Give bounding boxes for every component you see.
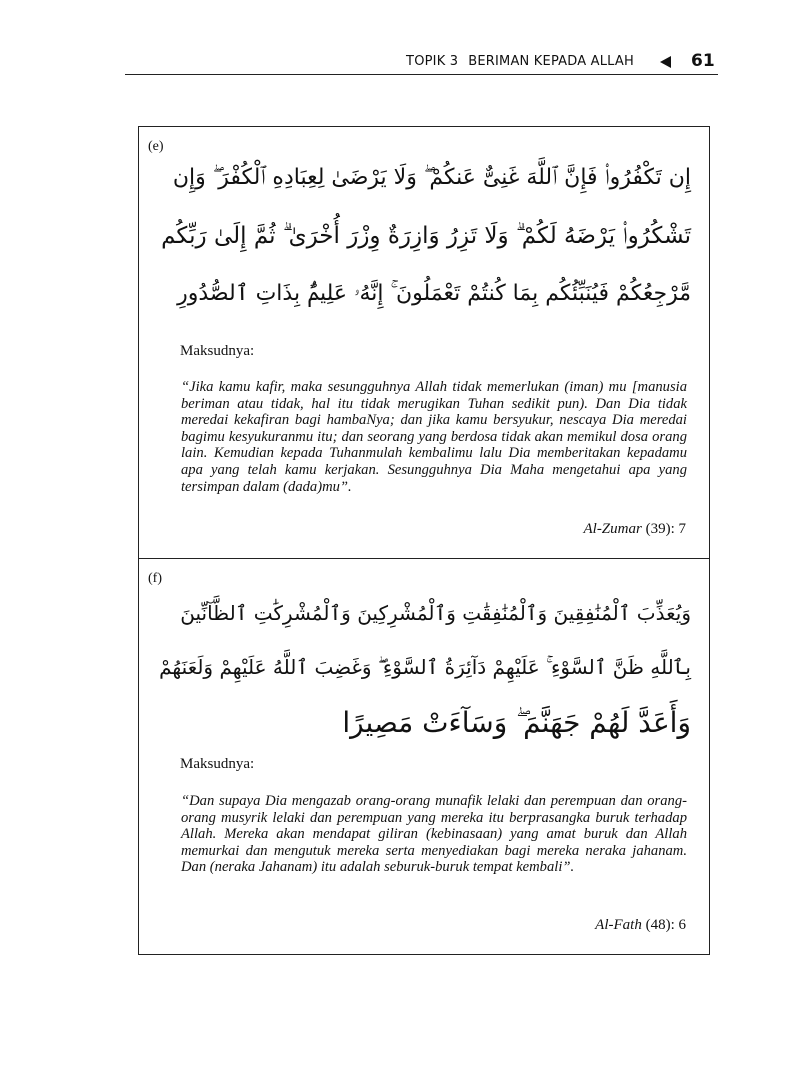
topic-number: TOPIK 3: [406, 54, 459, 69]
citation-source-f: Al-Fath: [595, 917, 642, 933]
arabic-line-f1: وَيُعَذِّبَ ٱلْمُنَٰفِقِينَ وَٱلْمُنَٰفِقَٰتِ وَٱلْمُشْرِكِينَ وَٱلْمُشْرِكَٰتِ ٱلظَّآنِّينَ: [180, 601, 691, 625]
arabic-line-f3: وَأَعَدَّ لَهُمْ جَهَنَّمَ ۖ وَسَآءَتْ مَصِيرًا: [342, 706, 691, 739]
citation-ref-e: (39): 7: [641, 521, 686, 537]
section-label-f: (f): [148, 571, 162, 586]
topic-title: BERIMAN KEPADA ALLAH: [468, 54, 634, 69]
arabic-line-e3: مَّرْجِعُكُمْ فَيُنَبِّئُكُم بِمَا كُنتُمْ تَعْمَلُونَ ۚ إِنَّهُۥ عَلِيمٌۢ بِذَاتِ ٱلصُّدُورِ: [177, 281, 691, 306]
citation-ref-f: (48): 6: [641, 917, 686, 933]
arabic-line-e2: تَشْكُرُوا۟ يَرْضَهُ لَكُمْ ۗ وَلَا تَزِرُ وَازِرَةٌ وِزْرَ أُخْرَىٰ ۗ ثُمَّ إِلَىٰ رَبِّكُم: [161, 223, 691, 249]
maksud-label-e: Maksudnya:: [180, 343, 255, 359]
page-number: 61: [691, 51, 715, 71]
section-label-e: (e): [148, 139, 164, 154]
arabic-line-e1: إِن تَكْفُرُوا۟ فَإِنَّ ٱللَّهَ غَنِىٌّ عَنكُمْ ۖ وَلَا يَرْضَىٰ لِعِبَادِهِ ٱلْكُفْرَ ۖ وَإِن: [172, 165, 691, 190]
translation-e: “Jika kamu kafir, maka sesungguhnya Allah tidak memerlukan (iman) mu [manusia beriman atau tidak, hal itu tidak merugikan Tuhan sedikit pun). Dan Dia tidak meredai kekafiran bagi hambaNya; dan jika kamu bersyukur, nescaya Dia meredai bagimu kesyukuranmu itu; dan seorang yang berdosa tidak akan memikul dosa orang lain. Kemudian kepada Tuhanmulah kembalimu lalu Dia memberitakan kepadamu apa yang telah kamu kerjakan. Sesungguhnya Dia Maha mengetahui apa yang tersimpan dalam (dada)mu”.: [181, 379, 687, 495]
citation-source-e: Al-Zumar: [583, 521, 642, 537]
verse-box-f: [138, 558, 710, 955]
arrow-left-icon: [660, 56, 671, 68]
maksud-label-f: Maksudnya:: [180, 756, 255, 772]
citation-e: [583, 521, 686, 538]
verse-box-e: [138, 126, 710, 559]
translation-f: “Dan supaya Dia mengazab orang-orang munafik lelaki dan perempuan dan orang-orang musyrik lelaki dan perempuan yang mereka itu berprasangka buruk terhadap Allah. Mereka akan mendapat giliran (kebinasaan) yang amat buruk dan Allah memurkai dan mengutuk mereka serta menyediakan bagi mereka neraka jahanam. Dan (neraka Jahanam) itu adalah seburuk-buruk tempat kembali”.: [181, 793, 687, 876]
citation-f: [595, 917, 686, 934]
arabic-line-f2: بِٱللَّهِ ظَنَّ ٱلسَّوْءِ ۚ عَلَيْهِمْ دَآئِرَةُ ٱلسَّوْءِ ۖ وَغَضِبَ ٱللَّهُ عَلَيْهِمْ وَلَعَنَهُمْ: [159, 655, 691, 679]
running-title: [406, 54, 634, 69]
page-header: [125, 50, 718, 75]
